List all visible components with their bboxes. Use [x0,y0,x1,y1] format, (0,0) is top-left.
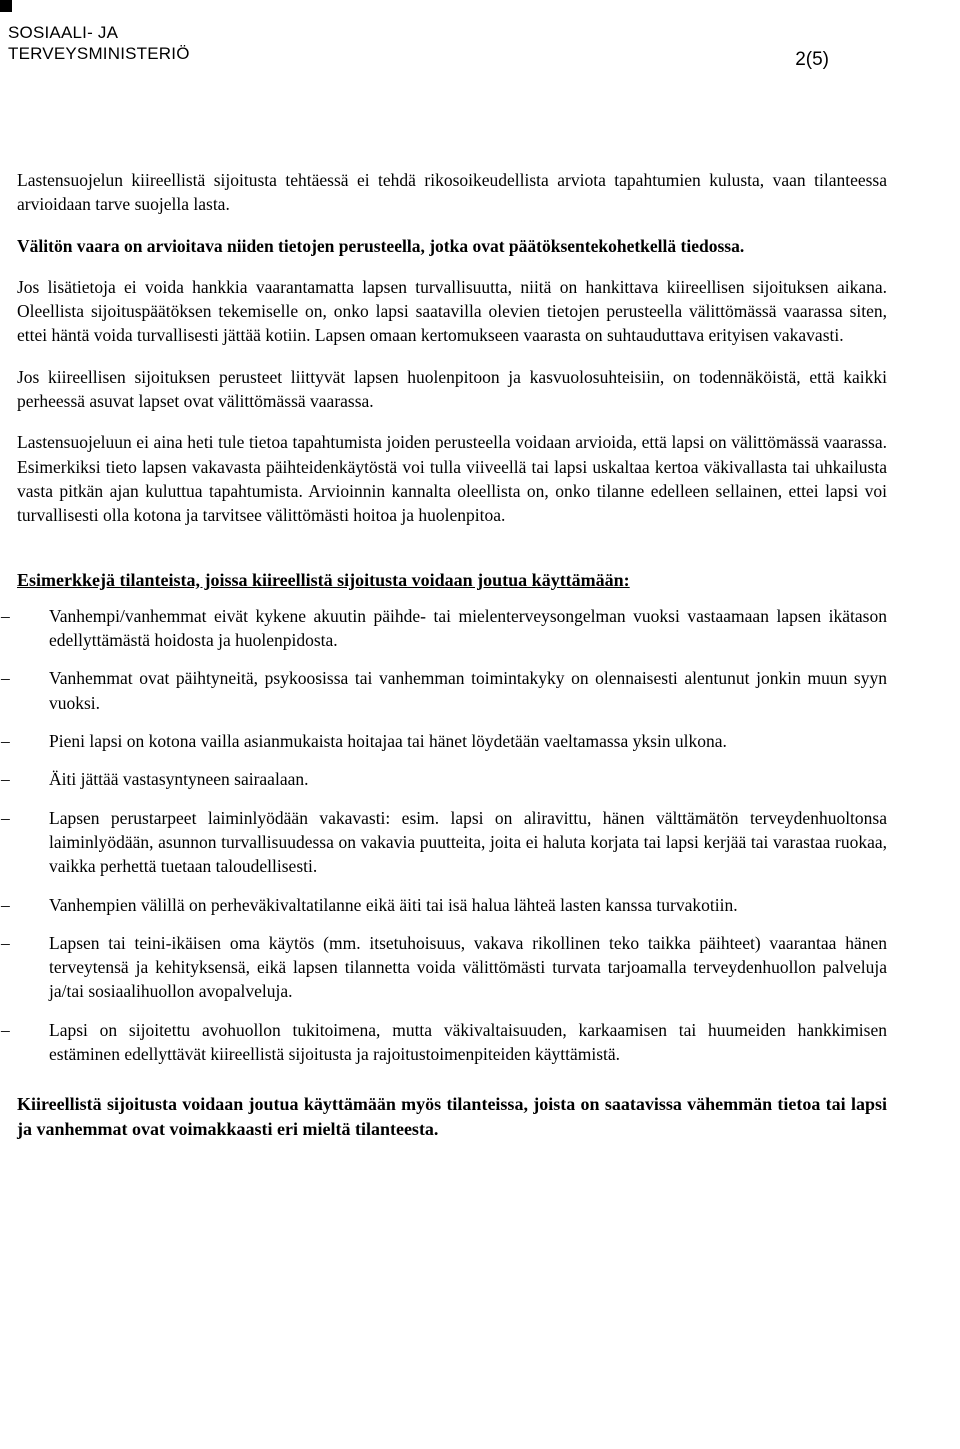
list-item-text: Lapsi on sijoitettu avohuollon tukitoimena, mutta väkivaltaisuuden, karkaamisen tai huumeiden hankkimisen estäminen edellyttävät kiireellistä sijoitusta ja rajoitustoimenpiteiden käyttämistä. [49,1019,887,1065]
dash-bullet: – [1,605,10,626]
list-item [1,893,887,917]
paragraph-additional-info: Jos lisätietoja ei voida hankkia vaarantamatta lapsen turvallisuutta, niitä on hankittava kiireellisen sijoituksen aikana. Oleellista sijoituspäätöksen tekemiselle on, onko lapsi saatavilla olevien tietojen perusteella välittömässä vaarassa siten, ettei häntä voida turvallisesti jättää kotiin. Lapsen omaan kertomukseen vaarasta on suhtauduttava erityisen vakavasti. [17,276,887,346]
list-item-text: Lapsen perustarpeet laiminlyödään vakavasti: esim. lapsi on aliravittu, hänen välttämätön terveydenhuoltonsa laiminlyödään, asunnon turvallisuudessa on vakavia puutteita, joita ei haluta korjata tai lapsi kerjää tai varastaa ruokaa, vaikka perhettä tuetaan taloudellisesti. [49,807,887,877]
examples-list [1,604,887,1066]
list-item-text: Pieni lapsi on kotona vailla asianmukaista hoitajaa tai hänet löydetään vaeltamassa yksin ulkona. [49,731,727,752]
page-number: 2(5) [795,49,829,70]
list-item [1,604,887,653]
dash-bullet: – [1,731,10,752]
list-item-text: Äiti jättää vastasyntyneen sairaalaan. [49,769,309,790]
closing-statement: Kiireellistä sijoitusta voidaan joutua käyttämään myös tilanteissa, joista on saatavissa vähemmän tietoa tai lapsi ja vanhemmat ovat voimakkaasti eri mieltä tilanteesta. [17,1094,887,1139]
dash-bullet: – [1,932,10,953]
list-item [1,806,887,879]
paragraph-delayed-info: Lastensuojeluun ei aina heti tule tietoa tapahtumista joiden perusteella voidaan arvioida, että lapsi on välittömässä vaarassa. Esimerkiksi tieto lapsen vakavasta päihteidenkäytöstä voi tulla viiveellä tai lapsi uskaltaa kertoa väkivallasta tai uhkailusta vasta pitkän ajan kuluttua tapahtumista. Arvioinnin kannalta oleellista on, onko tilanne edelleen sellainen, ettei lapsi voi turvallisesti olla kotona ja tarvitsee välittömästi hoitoa ja huolenpitoa. [17,432,887,526]
ministry-name-line-2: TERVEYSMINISTERIÖ [8,44,190,63]
dash-bullet: – [1,769,10,790]
paragraph-assessment: Lastensuojelun kiireellistä sijoitusta tehtäessä ei tehdä rikosoikeudellista arviota tapahtumien kulusta, vaan tilanteessa arvioidaan tarve suojella lasta. [17,170,887,215]
list-item [1,666,887,715]
list-item-text: Vanhempi/vanhemmat eivät kykene akuutin päihde- tai mielenterveysongelman vuoksi vastaamaan lapsen ikätason edellyttämästä hoidosta ja huolenpidosta. [49,605,887,651]
list-item [1,931,887,1004]
ministry-name-line-1: SOSIAALI- JA [8,23,119,42]
list-item-text: Lapsen tai teini-ikäisen oma käytös (mm. itsetuhoisuus, vakava rikollinen teko taikka päihteet) vaarantaa hänen terveytensä ja kehityksensä, eikä lapsen tilannetta voida välittömästi turvata tarjoamalla terveydenhuollon palveluja ja/tai sosiaalihuollon avopalveluja. [49,932,887,1002]
dash-bullet: – [1,894,10,915]
list-item [1,767,887,791]
paragraph-all-children: Jos kiireellisen sijoituksen perusteet liittyvät lapsen huolenpitoon ja kasvuolosuhteisiin, on todennäköistä, että kaikki perheessä asuvat lapset ovat välittömässä vaarassa. [17,366,887,412]
examples-heading: Esimerkkejä tilanteista, joissa kiireellistä sijoitusta voidaan joutua käyttämään: [17,569,630,590]
document-body [1,168,887,1159]
list-item [1,1018,887,1067]
list-item-text: Vanhempien välillä on perheväkivaltatilanne eikä äiti tai isä halua lähteä lasten kanssa turvakotiin. [49,894,738,915]
ministry-name [8,22,190,64]
list-item [1,729,887,753]
paragraph-immediate-danger: Välitön vaara on arvioitava niiden tietojen perusteella, jotka ovat päätöksentekohetkellä tiedossa. [17,235,745,256]
dash-bullet: – [1,668,10,689]
list-item-text: Vanhemmat ovat päihtyneitä, psykoosissa tai vanhemman toimintakyky on olennaisesti alentunut jonkin muun syyn vuoksi. [49,668,887,713]
logo-mark [0,0,12,12]
dash-bullet: – [1,1019,10,1040]
dash-bullet: – [1,807,10,828]
